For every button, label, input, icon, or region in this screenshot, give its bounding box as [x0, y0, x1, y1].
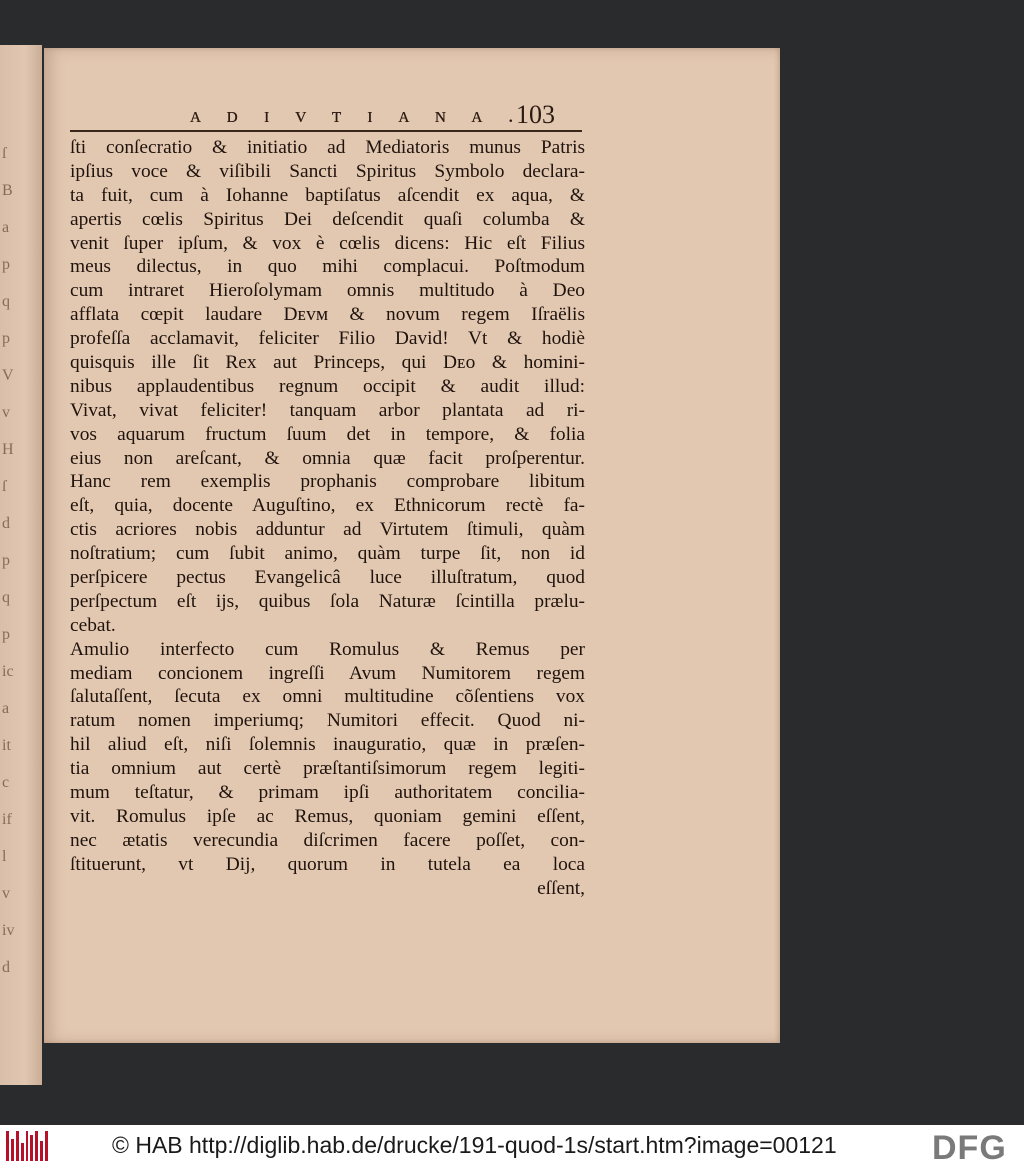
text-line: vos aquarum fructum ſuum det in tempore, & folia — [70, 423, 585, 445]
dfg-logo-text: DFG — [932, 1129, 1007, 1164]
logo-bar — [6, 1131, 9, 1161]
text-line: Hanc rem exemplis prophanis comprobare libitum — [70, 471, 585, 493]
text-line: ſti conſecratio & initiatio ad Mediatoris munus Patris — [70, 137, 585, 158]
facing-page-glyph: l — [2, 848, 7, 865]
page-body-text — [70, 136, 585, 901]
facing-page-glyph: q — [2, 293, 10, 310]
text-line: ratum nomen imperiumq; Numitori effecit. Quod ni- — [70, 710, 585, 732]
text-line: Amulio interfecto cum Romulus & Remus per — [70, 638, 585, 660]
text-line: perſpectum eſt ijs, quibus ſola Naturæ ſcintilla prælu- — [70, 590, 585, 612]
facing-page-glyph: iv — [2, 922, 15, 939]
facing-page-glyph: H — [2, 441, 14, 458]
facing-page-glyph: q — [2, 589, 10, 606]
facing-page-glyph: d — [2, 515, 10, 532]
text-line: eſſent, — [537, 877, 585, 899]
copyright-link[interactable]: © HAB http://diglib.hab.de/drucke/191-quod-1s/start.htm?image=00121 — [112, 1132, 837, 1158]
text-line: cum intraret Hieroſolymam omnis multitudo à Deo — [70, 280, 585, 302]
facing-page-glyph: ſ — [2, 145, 7, 162]
text-line: meus dilectus, in quo mihi complacui. Poſtmodum — [70, 256, 585, 278]
header-rule — [70, 130, 582, 132]
facing-page-edge — [0, 45, 42, 1085]
facing-page-glyph: v — [2, 885, 10, 902]
facing-page-glyph: p — [2, 256, 10, 273]
text-line: cebat. — [70, 614, 116, 636]
text-line: Vivat, vivat feliciter! tanquam arbor plantata ad ri- — [70, 399, 585, 421]
facing-page-glyph: a — [2, 700, 10, 717]
text-line: eſt, quia, docente Auguſtino, ex Ethnicorum rectè fa- — [70, 495, 585, 517]
facing-page-glyph: p — [2, 552, 10, 569]
text-line: ctis acriores nobis adduntur ad Virtutem ſtimuli, quàm — [70, 519, 585, 541]
text-line: ipſius voce & viſibili Sancti Spiritus Symbolo declara- — [70, 160, 585, 182]
logo-bar — [21, 1143, 24, 1161]
facing-page-glyph: v — [2, 404, 10, 421]
text-line: noſtratium; cum ſubit animo, quàm turpe ſit, non id — [70, 543, 585, 565]
facing-page-glyph: p — [2, 626, 10, 643]
text-line: vit. Romulus ipſe ac Remus, quoniam gemini eſſent, — [70, 805, 585, 827]
footer-bar — [0, 1125, 1024, 1167]
logo-bar — [30, 1135, 33, 1161]
page-number: 103 — [516, 100, 555, 129]
facing-page-glyph: if — [2, 811, 12, 828]
text-line: mum teſtatur, & primam ipſi authoritatem concilia- — [70, 782, 585, 804]
text-line: nibus applaudentibus regnum occipit & audit illud: — [70, 375, 585, 397]
text-line: venit ſuper ipſum, & vox è cœlis dicens: Hic eſt Filius — [70, 232, 585, 254]
text-line: profeſſa acclamavit, feliciter Filio David! Vt & hodiè — [70, 328, 585, 350]
text-line: afflata cœpit laudare Dᴇᴠᴍ & novum regem Iſraëlis — [70, 304, 585, 326]
text-line: ſtituerunt, vt Dij, quorum in tutela ea loca — [70, 853, 585, 875]
logo-bar — [26, 1131, 29, 1161]
logo-bar — [45, 1131, 48, 1161]
text-line: nec ætatis verecundia diſcrimen facere poſſet, con- — [70, 829, 585, 851]
facing-page-glyph: c — [2, 774, 10, 791]
dfg-logo-icon — [930, 1128, 1022, 1164]
facing-page-glyph: V — [2, 367, 14, 384]
running-head: ᴀ ᴅ ɪ ᴠ ᴛ ɪ ᴀ ɴ ᴀ . — [190, 102, 524, 127]
logo-bar — [35, 1131, 38, 1161]
logo-bar — [11, 1139, 14, 1161]
text-line: tia omnium aut certè præſtantiſsimorum regem legiti- — [70, 758, 585, 780]
text-line: hil aliud eſt, niſi ſolemnis inauguratio, quæ in præſen- — [70, 734, 585, 756]
text-line: apertis cœlis Spiritus Dei deſcendit quaſi columba & — [70, 208, 585, 230]
text-line: eius non areſcant, & omnia quæ facit proſperentur. — [70, 447, 585, 469]
text-line: quisquis ille ſit Rex aut Princeps, qui Dᴇᴏ & homini- — [70, 352, 585, 374]
facing-page-glyph: ic — [2, 663, 14, 680]
facing-page-glyph: B — [2, 182, 13, 199]
text-line: mediam concionem ingreſſi Avum Numitorem regem — [70, 662, 585, 684]
facing-page-glyph: it — [2, 737, 11, 754]
facing-page-glyph: d — [2, 959, 10, 976]
hab-barcode-logo-icon — [6, 1131, 48, 1161]
logo-bar — [40, 1141, 43, 1161]
text-line: ta fuit, cum à Iohanne baptiſatus aſcendit ex aqua, & — [70, 184, 585, 206]
text-line: perſpicere pectus Evangelicâ luce illuſtratum, quod — [70, 567, 585, 589]
facing-page-glyph: p — [2, 330, 10, 347]
text-line: ſalutaſſent, ſecuta ex omni multitudine cõſentiens vox — [70, 686, 585, 708]
facing-page-glyph: a — [2, 219, 10, 236]
facing-page-glyph: ſ — [2, 478, 7, 495]
logo-bar — [16, 1131, 19, 1161]
